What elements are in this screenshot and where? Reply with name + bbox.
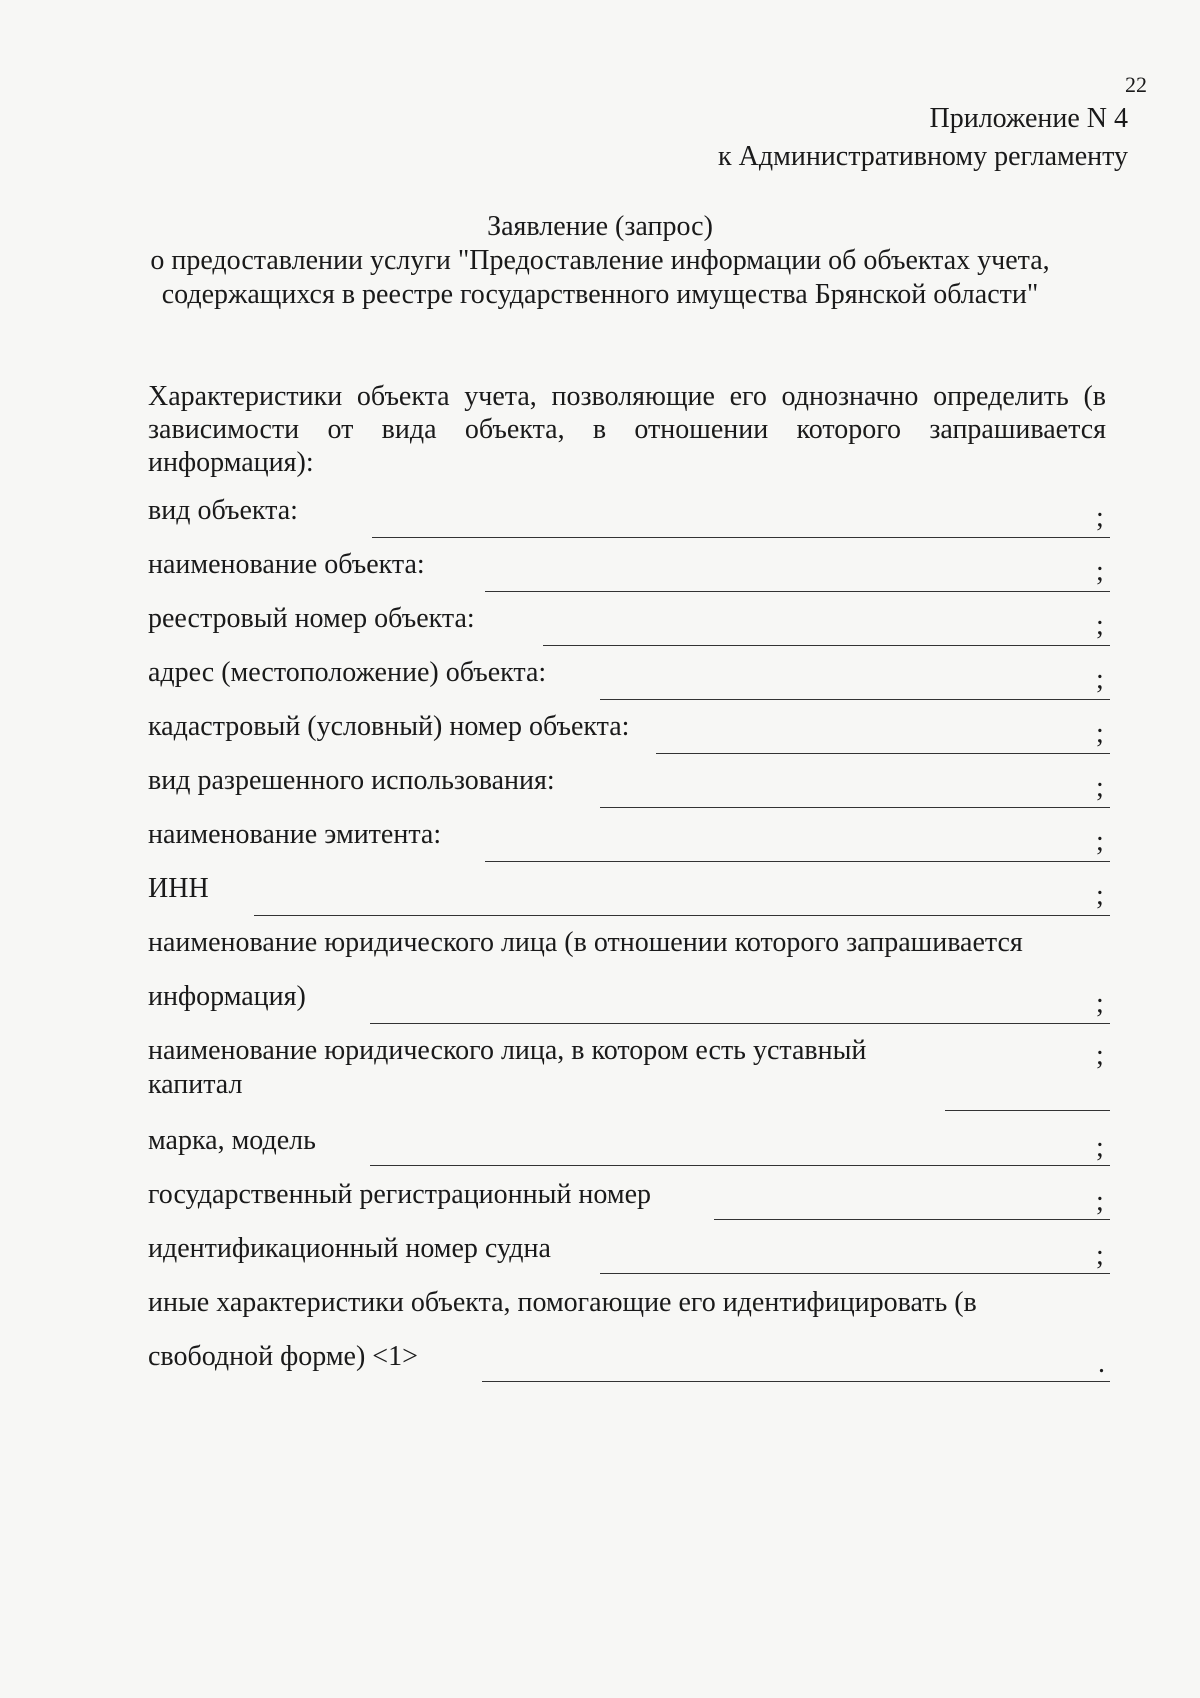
field-line-legal-entity[interactable] [370,1023,1110,1024]
field-label-make-model: марка, модель [148,1125,316,1156]
field-label-charter-capital-entity: наименование юридического лица, в котором есть уставный [148,1035,867,1066]
field-end-mark: ; [1096,772,1104,803]
field-line-cadastral-number[interactable] [656,753,1110,754]
field-end-mark: ; [1096,880,1104,911]
field-line-registry-number[interactable] [543,645,1110,646]
appendix-title: Приложение N 4 [929,103,1128,134]
field-label-vessel-id-number: идентификационный номер судна [148,1233,551,1264]
field-label-charter-capital-entity-cont: капитал [148,1069,243,1100]
field-label-issuer-name: наименование эмитента: [148,819,442,850]
field-label-object-type: вид объекта: [148,495,298,526]
document-title: Заявление (запрос) [487,211,713,242]
field-label-legal-entity: наименование юридического лица (в отношении которого запрашивается [148,927,1023,958]
field-line-other-characteristics[interactable] [482,1381,1110,1382]
field-label-cadastral-number: кадастровый (условный) номер объекта: [148,711,630,742]
field-label-other-characteristics-cont: свободной форме) <1> [148,1341,418,1372]
field-end-mark: ; [1096,556,1104,587]
intro-line: Характеристики объекта учета, позволяющие его однозначно определить (в [148,381,1106,412]
document-subtitle-line1: о предоставлении услуги "Предоставление информации об объектах учета, [150,245,1050,276]
field-end-mark: ; [1096,1132,1104,1163]
field-end-mark: ; [1096,664,1104,695]
field-end-mark: ; [1096,1040,1104,1071]
field-line-inn[interactable] [254,915,1110,916]
field-line-make-model[interactable] [370,1165,1110,1166]
page-number: 22 [1125,72,1147,97]
field-end-mark: ; [1096,1186,1104,1217]
field-end-mark: ; [1096,502,1104,533]
appendix-subtitle: к Административному регламенту [718,141,1128,172]
field-end-mark: ; [1096,718,1104,749]
field-end-mark: ; [1096,826,1104,857]
field-label-other-characteristics: иные характеристики объекта, помогающие его идентифицировать (в [148,1287,977,1318]
field-line-state-registration-number[interactable] [714,1219,1110,1220]
field-label-inn: ИНН [148,873,209,904]
document-subtitle-line2: содержащихся в реестре государственного имущества Брянской области" [161,279,1039,310]
field-line-object-type[interactable] [372,537,1110,538]
field-end-mark: ; [1096,610,1104,641]
field-label-address: адрес (местоположение) объекта: [148,657,547,688]
field-line-address[interactable] [600,699,1110,700]
intro-line: зависимости от вида объекта, в отношении которого запрашивается [148,414,1106,445]
field-label-legal-entity-cont: информация) [148,981,306,1012]
field-line-permitted-use[interactable] [600,807,1110,808]
field-end-mark: . [1098,1348,1105,1379]
intro-paragraph [148,380,1106,479]
field-end-mark: ; [1096,988,1104,1019]
field-line-issuer-name[interactable] [485,861,1110,862]
field-line-charter-capital-entity[interactable] [945,1110,1110,1111]
intro-line: информация): [148,447,314,478]
field-line-vessel-id-number[interactable] [600,1273,1110,1274]
field-label-object-name: наименование объекта: [148,549,425,580]
field-end-mark: ; [1096,1240,1104,1271]
field-label-permitted-use: вид разрешенного использования: [148,765,555,796]
appendix-header [718,100,1128,176]
field-line-object-name[interactable] [485,591,1110,592]
field-label-registry-number: реестровый номер объекта: [148,603,475,634]
field-label-state-registration-number: государственный регистрационный номер [148,1179,652,1210]
